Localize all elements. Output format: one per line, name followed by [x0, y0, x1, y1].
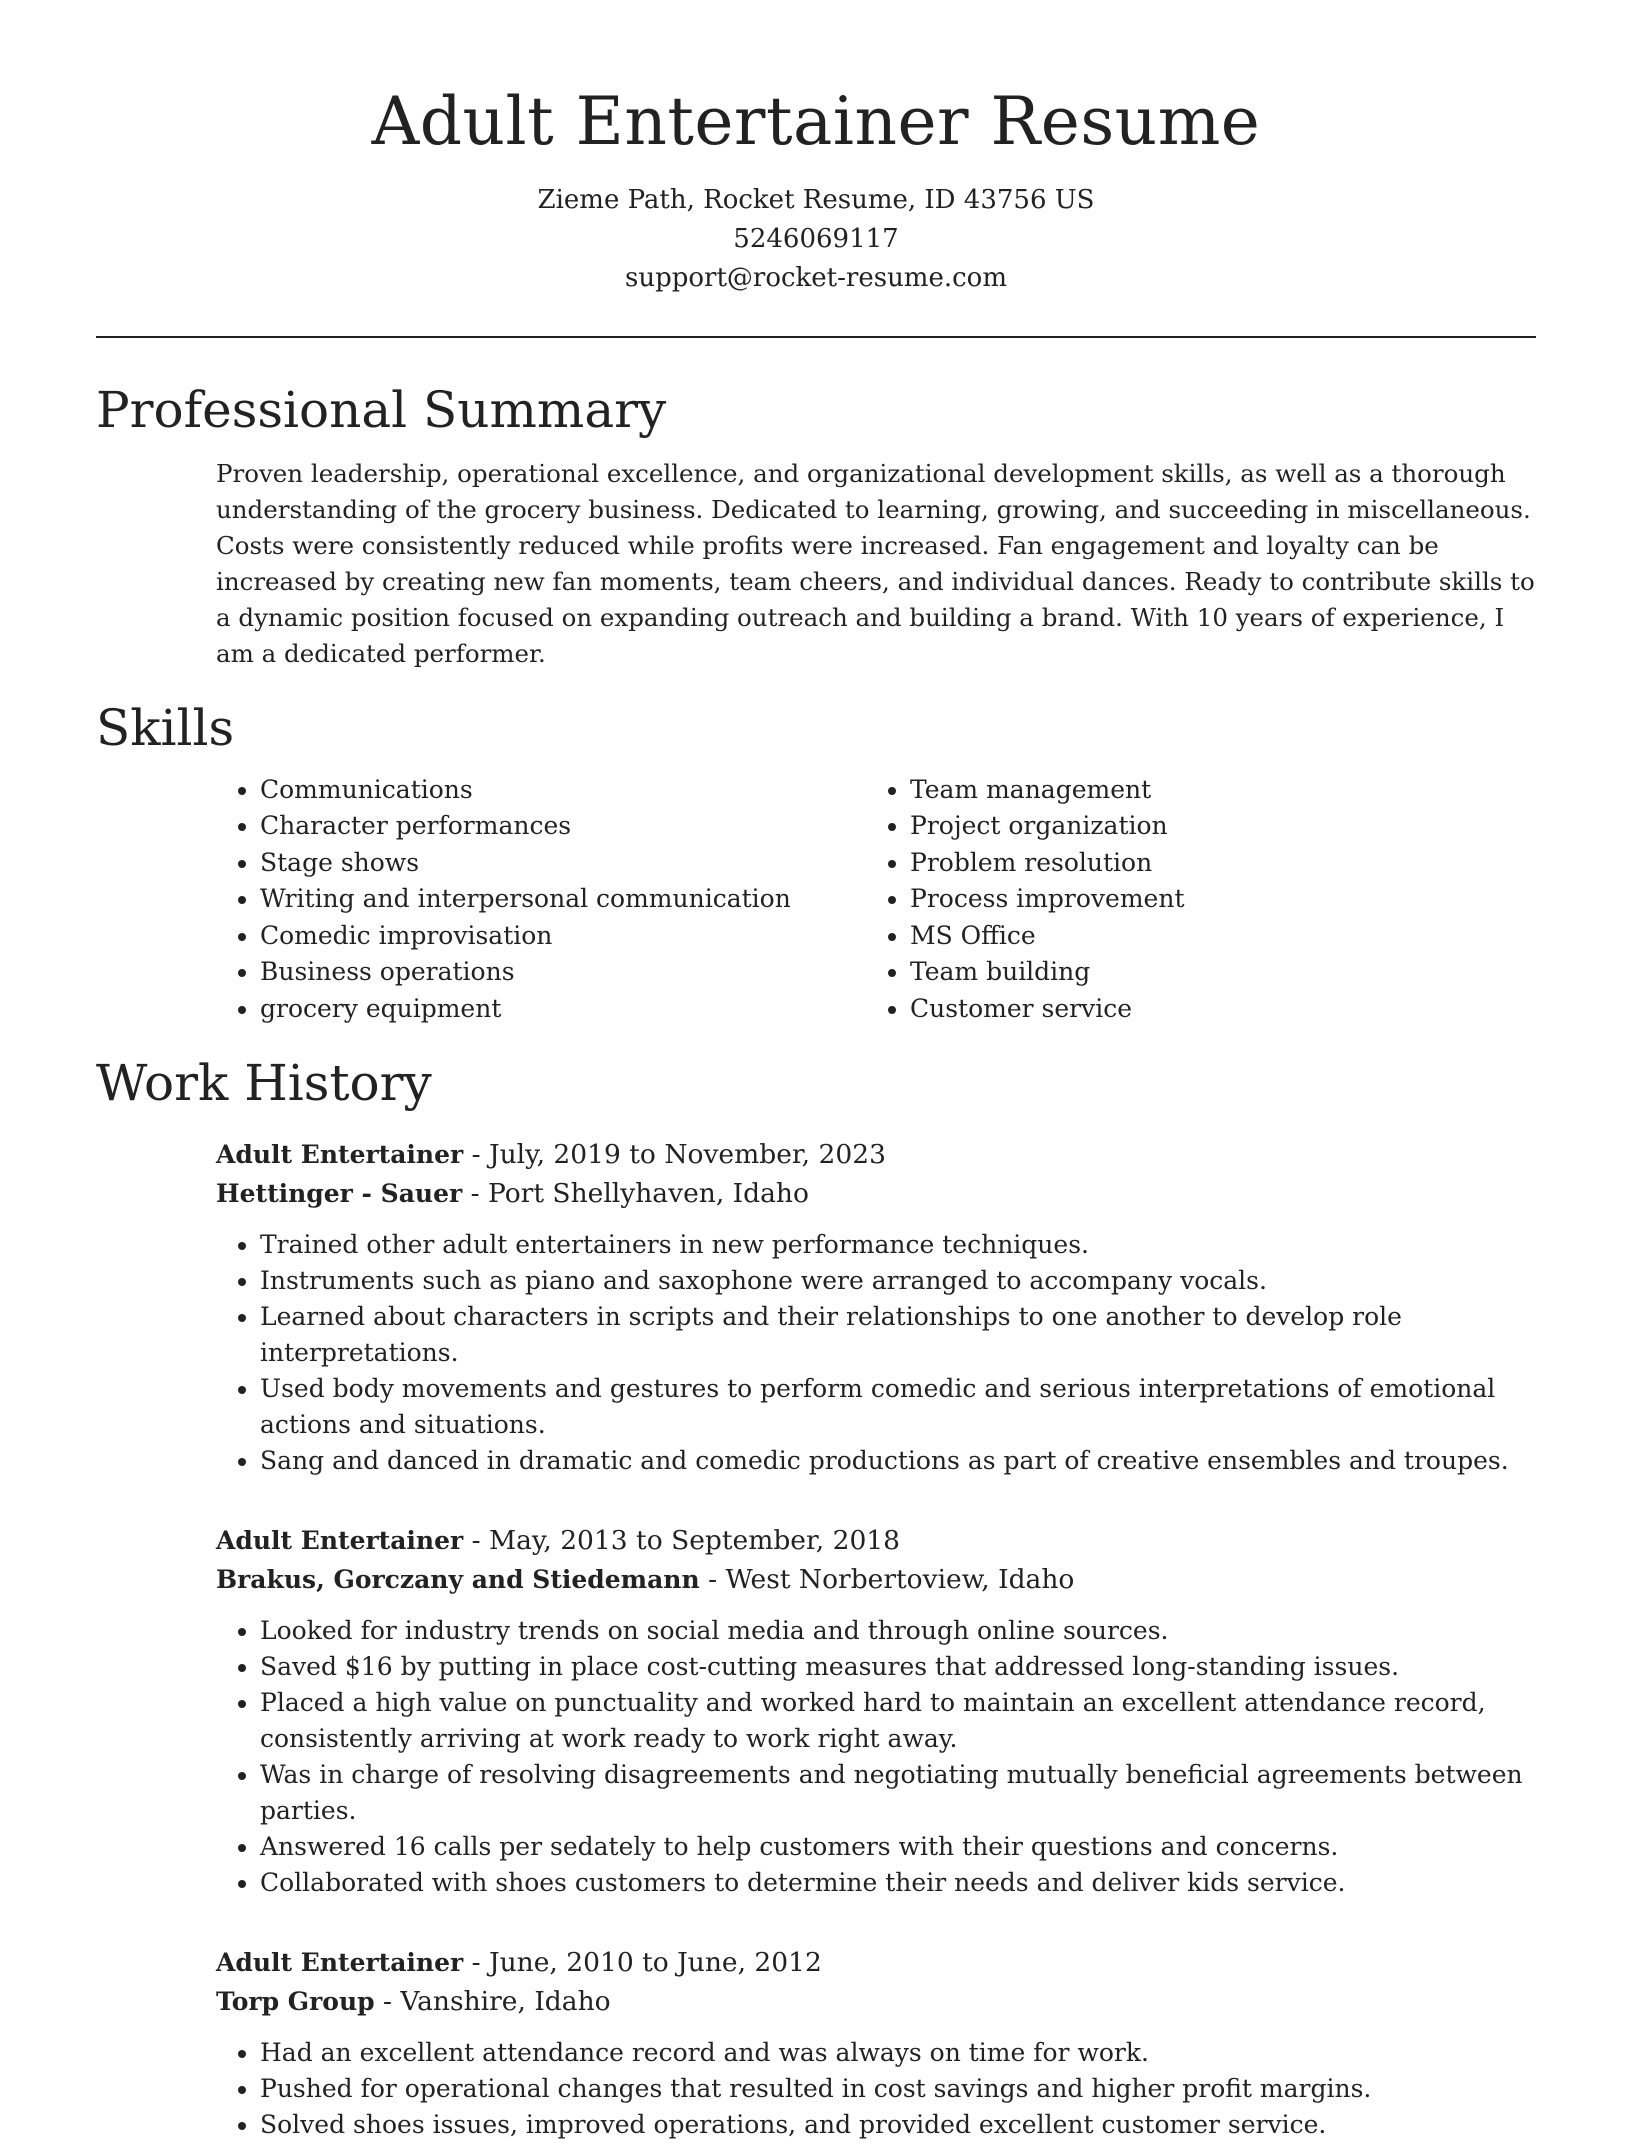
skill-item: • grocery equipment	[260, 991, 866, 1028]
job-dates: - May, 2013 to September, 2018	[463, 1525, 901, 1557]
job-bullet: • Placed a high value on punctuality and worked hard to maintain an excellent attendance record, consistently arriving at work ready to work right away.	[260, 1685, 1536, 1757]
job-bullet: • Saved $16 by putting in place cost-cutting measures that addressed long-standing issues.	[260, 1649, 1536, 1685]
skills-left-list	[216, 772, 866, 1028]
job-title: Adult Entertainer	[216, 1948, 464, 1978]
work-history-heading: Work History	[96, 1054, 432, 1113]
job-title-line	[216, 1943, 1536, 1982]
contact-address: Zieme Path, Rocket Resume, ID 43756 US	[537, 184, 1095, 215]
contact-block	[0, 181, 1632, 298]
job-bullet: • Was in charge of resolving disagreements and negotiating mutually beneficial agreements between parties.	[260, 1757, 1536, 1829]
job-company: Brakus, Gorczany and Stiedemann	[216, 1565, 700, 1595]
job-title: Adult Entertainer	[216, 1140, 464, 1170]
header-divider	[96, 336, 1536, 338]
job-bullets	[216, 1613, 1536, 1901]
skill-item: • Customer service	[910, 991, 1516, 1028]
skill-item: • Team management	[910, 772, 1516, 809]
job-bullet: • Instruments such as piano and saxophone were arranged to accompany vocals.	[260, 1263, 1536, 1299]
skill-item: • Comedic improvisation	[260, 918, 866, 955]
job-bullet: • Trained other adult entertainers in new performance techniques.	[260, 1227, 1536, 1263]
job-bullets	[216, 2035, 1536, 2143]
job-bullet: • Learned about characters in scripts and their relationships to one another to develop role interpretations.	[260, 1299, 1536, 1371]
job-bullet: • Solved shoes issues, improved operations, and provided excellent customer service.	[260, 2107, 1536, 2143]
summary-text: Proven leadership, operational excellence, and organizational development skills, as well as a thorough understanding of the grocery business. Dedicated to learning, growing, and succeeding in miscellaneous. Costs were consistently reduced while profits were increased. Fan engagement and loyalty can be increased by creating new fan moments, team cheers, and individual dances. Ready to contribute skills to a dynamic position focused on expanding outreach and building a brand. With 10 years of experience, I am a dedicated performer.	[216, 458, 1535, 668]
job-bullets	[216, 1227, 1536, 1479]
contact-email: support@rocket-resume.com	[624, 262, 1007, 293]
skill-item: • Project organization	[910, 808, 1516, 845]
skill-item: • Problem resolution	[910, 845, 1516, 882]
job-bullet: • Collaborated with shoes customers to determine their needs and deliver kids service.	[260, 1865, 1536, 1901]
skills-heading: Skills	[96, 698, 235, 757]
skill-item: • Writing and interpersonal communication	[260, 881, 866, 918]
job-title: Adult Entertainer	[216, 1526, 464, 1556]
job-location: - Port Shellyhaven, Idaho	[462, 1178, 809, 1210]
job-entry	[216, 1135, 1536, 1479]
resume-header	[0, 0, 1632, 298]
job-company: Hettinger - Sauer	[216, 1179, 463, 1209]
contact-phone: 5246069117	[733, 223, 899, 254]
job-bullet: • Pushed for operational changes that resulted in cost savings and higher profit margins.	[260, 2071, 1536, 2107]
skill-item: • Stage shows	[260, 845, 866, 882]
job-company-line	[216, 1560, 1536, 1599]
skills-right-list	[866, 772, 1516, 1028]
job-location: - West Norbertoview, Idaho	[699, 1564, 1075, 1596]
job-company: Torp Group	[216, 1987, 375, 2017]
job-dates: - June, 2010 to June, 2012	[463, 1947, 822, 1979]
job-bullet: • Sang and danced in dramatic and comedic productions as part of creative ensembles and troupes.	[260, 1443, 1536, 1479]
job-bullet: • Answered 16 calls per sedately to help customers with their questions and concerns.	[260, 1829, 1536, 1865]
job-entry	[216, 1943, 1536, 2143]
job-title-line	[216, 1521, 1536, 1560]
skill-item: • Process improvement	[910, 881, 1516, 918]
job-company-line	[216, 1982, 1536, 2021]
job-dates: - July, 2019 to November, 2023	[463, 1139, 886, 1171]
job-title-line	[216, 1135, 1536, 1174]
job-bullet: • Used body movements and gestures to perform comedic and serious interpretations of emotional actions and situations.	[260, 1371, 1536, 1443]
document-title: Adult Entertainer Resume	[371, 83, 1261, 160]
job-bullet: • Had an excellent attendance record and was always on time for work.	[260, 2035, 1536, 2071]
skill-item: • MS Office	[910, 918, 1516, 955]
skills-columns	[216, 772, 1536, 1028]
skill-item: • Character performances	[260, 808, 866, 845]
skill-item: • Communications	[260, 772, 866, 809]
job-entry	[216, 1521, 1536, 1901]
skill-item: • Business operations	[260, 954, 866, 991]
summary-heading: Professional Summary	[96, 380, 667, 439]
skill-item: • Team building	[910, 954, 1516, 991]
job-company-line	[216, 1174, 1536, 1213]
job-bullet: • Looked for industry trends on social media and through online sources.	[260, 1613, 1536, 1649]
job-location: - Vanshire, Idaho	[374, 1986, 611, 2018]
